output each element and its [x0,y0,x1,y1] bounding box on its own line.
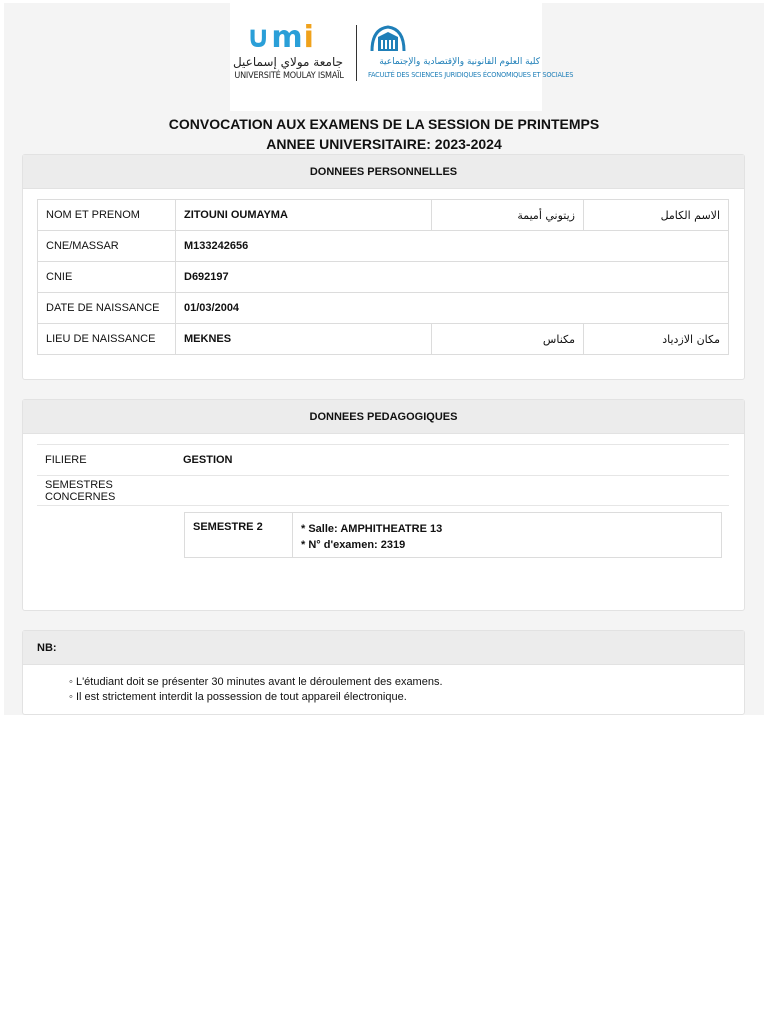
personal-data-card [22,154,745,380]
list-item: ◦ Il est strictement interdit la possession de tout appareil électronique. [69,690,744,705]
semester-box [184,512,722,558]
nb-card [22,630,745,715]
nb-heading: NB: [23,631,744,665]
table-row [38,293,729,324]
semester-info [293,513,450,557]
university-name-french: UNIVERSITÉ MOULAY ISMAÏL [234,71,344,81]
dob-label: DATE DE NAISSANCE [38,293,176,324]
name-label: NOM ET PRENOM [38,200,176,231]
semester-name: SEMESTRE 2 [185,513,293,557]
semestres-label: SEMESTRES CONCERNES [45,478,116,503]
cnie-label: CNIE [38,262,176,293]
convocation-page [4,3,764,715]
personal-data-heading: DONNEES PERSONNELLES [23,155,744,189]
faculty-name-arabic: كلية العلوم القانونية والإقتصادية والإجتماعية [379,57,540,67]
list-item: ◦ L'étudiant doit se présenter 30 minutes avant le déroulement des examens. [69,675,744,690]
faculty-building-icon [368,23,408,55]
exam-room: * Salle: AMPHITHEATRE 13 [301,523,443,535]
filiere-label: FILIERE [45,454,87,466]
exam-number: * N° d'examen: 2319 [301,539,406,551]
table-row [38,231,729,262]
logo-separator [356,25,357,81]
university-logo [230,19,350,89]
name-arabic-label: الاسم الكامل [584,200,729,231]
dob-value: 01/03/2004 [176,293,729,324]
filiere-value: GESTION [183,454,233,466]
pob-arabic-value: مكناس [432,324,584,355]
table-row [38,200,729,231]
umi-logo-letters: ∪mi [246,20,315,55]
personal-data-table [37,199,729,355]
name-arabic-value: زيتوني أميمة [432,200,584,231]
cnie-value: D692197 [176,262,729,293]
table-row [38,262,729,293]
cne-label: CNE/MASSAR [38,231,176,262]
faculty-logo [368,23,574,87]
page-title: CONVOCATION AUX EXAMENS DE LA SESSION DE PRINTEMPS [168,116,600,132]
pob-arabic-label: مكان الازدياد [584,324,729,355]
pedagogic-data-card [22,399,745,611]
cne-value: M133242656 [176,231,729,262]
pob-label: LIEU DE NAISSANCE [38,324,176,355]
university-name-arabic: جامعة مولاي إسماعيل [232,55,344,69]
pedagogic-data-heading: DONNEES PEDAGOGIQUES [23,400,744,434]
academic-year: ANNEE UNIVERSITAIRE: 2023-2024 [266,136,502,152]
pob-value: MEKNES [176,324,432,355]
header-logos [230,3,574,111]
semestres-row [37,475,729,506]
nb-list [23,665,744,705]
table-row [38,324,729,355]
faculty-name-french: FACULTÉ DES SCIENCES JURIDIQUES ÉCONOMIQUES ET SOCIALES [368,71,574,79]
filiere-row [37,444,729,475]
name-value: ZITOUNI OUMAYMA [176,200,432,231]
